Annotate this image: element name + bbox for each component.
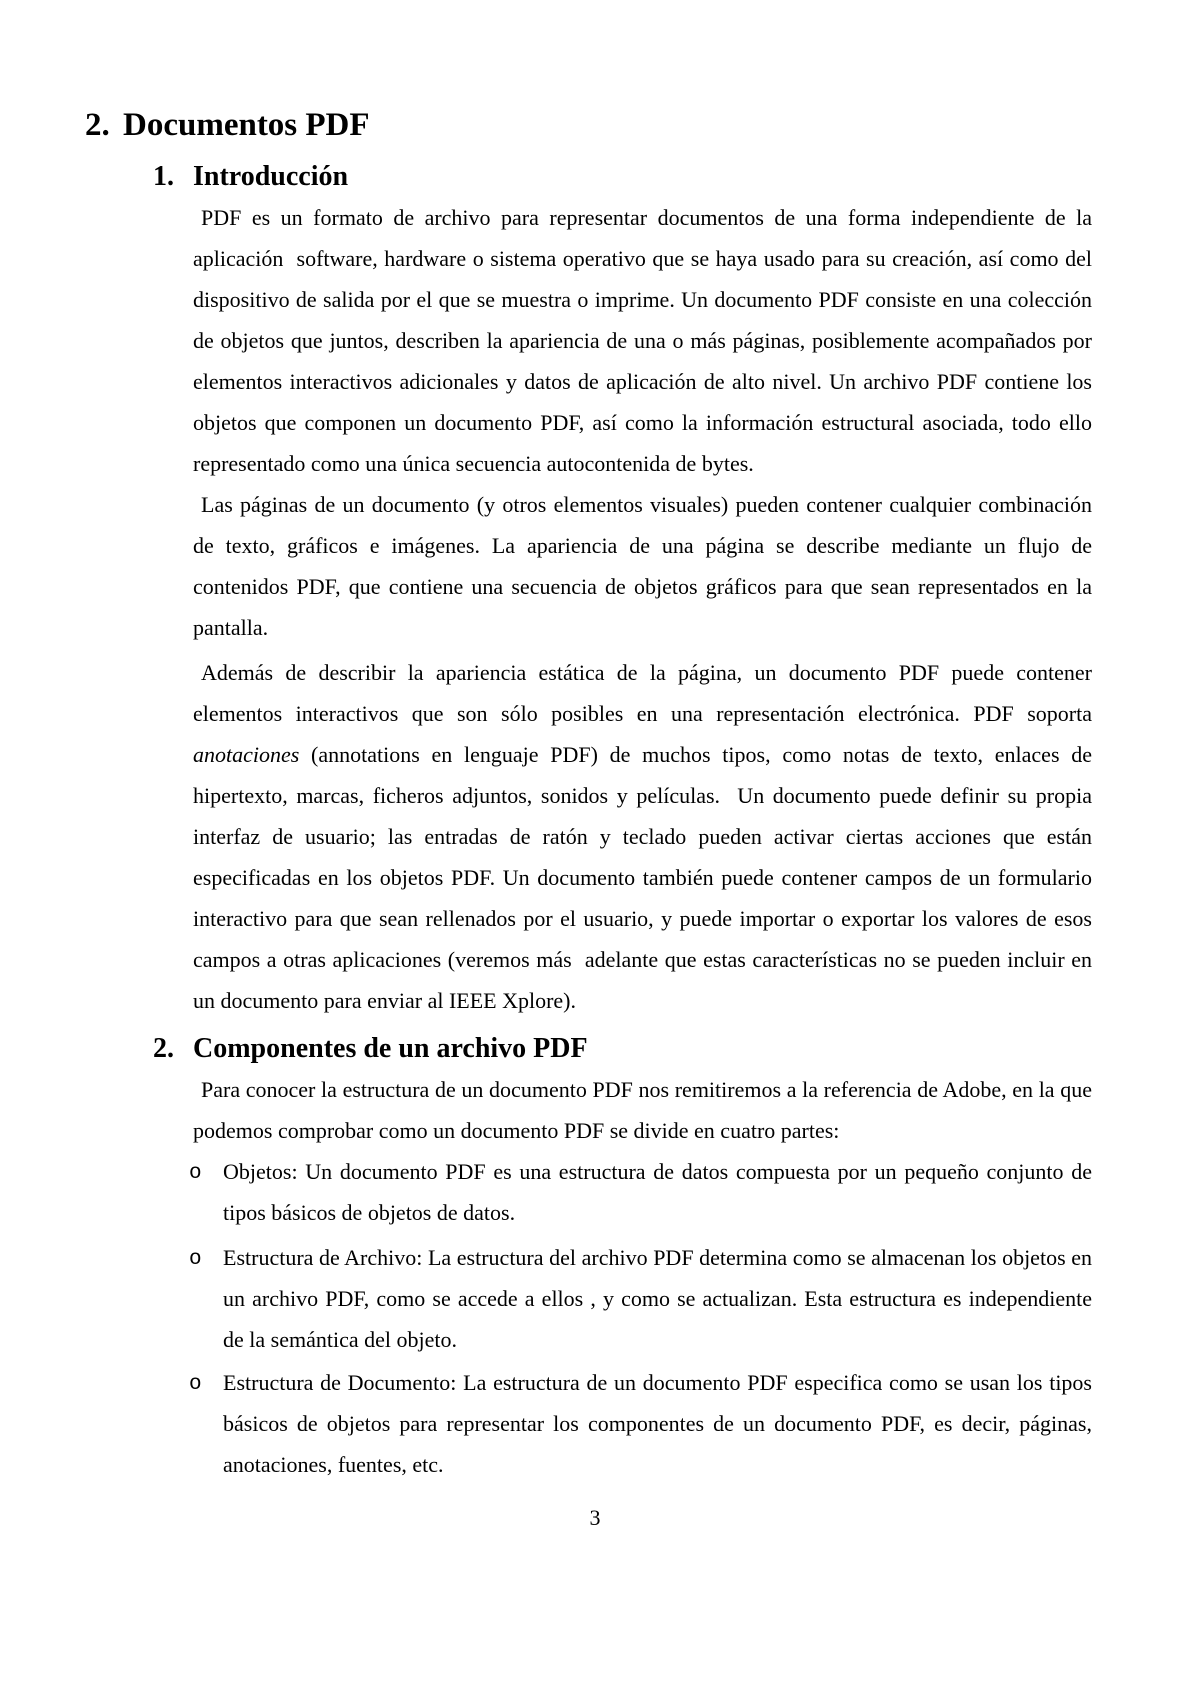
section-heading-introduccion [0, 156, 1190, 197]
list-item-estructura-documento-text: Estructura de Documento: La estructura de un documento PDF especifica como se usan los tipos básicos de objetos para representar los componentes de un documento PDF, es decir, páginas, anotaciones, fuentes, etc. [223, 1370, 1092, 1477]
paragraph-paginas-documento: Las páginas de un documento (y otros elementos visuales) pueden contener cualquier combinación de texto, gráficos e imágenes. La apariencia de una página se describe mediante un flujo de contenidos PDF, que contiene una secuencia de objetos gráficos para que sean representados en la pantalla. [193, 492, 1092, 640]
doc-title [0, 107, 1190, 143]
section-heading-componentes [0, 1028, 1190, 1069]
paragraph-ademas-interactivos: Además de describir la apariencia estática de la página, un documento PDF puede contener elementos interactivos que son sólo posibles en una representación electrónica. PDF soporta anotaciones (annotations en lenguaje PDF) de muchos tipos, como notas de texto, enlaces de hipertexto, marcas, ficheros adjuntos, sonidos y películas. Un documento puede definir su propia interfaz de usuario; las entradas de ratón y teclado pueden activar ciertas acciones que están especificadas en los objetos PDF. Un documento también puede contener campos de un formulario interactivo para que sean rellenados por el usuario, y puede importar o exportar los valores de esos campos a otras aplicaciones (veremos más adelante que estas características no se pueden incluir en un documento para enviar al IEEE Xplore). [193, 660, 1092, 1013]
bullet-marker-icon: o [189, 1162, 202, 1185]
section-2-number: 2. [153, 1033, 174, 1064]
doc-title-number: 2. [85, 107, 110, 143]
list-item-objetos-text: Objetos: Un documento PDF es una estructura de datos compuesta por un pequeño conjunto de tipos básicos de objetos de datos. [223, 1159, 1092, 1225]
section-1-heading-text: Introducción [193, 161, 349, 192]
doc-title-text: Documentos PDF [123, 107, 370, 143]
section-2-heading-text: Componentes de un archivo PDF [193, 1033, 588, 1064]
bullet-marker-icon: o [189, 1373, 202, 1396]
paragraph-para-conocer: Para conocer la estructura de un documento PDF nos remitiremos a la referencia de Adobe, en la que podemos comprobar como un documento PDF se divide en cuatro partes: [193, 1077, 1092, 1143]
list-item-objetos [189, 1151, 1092, 1233]
bullet-marker-icon: o [189, 1248, 202, 1271]
section-1-number: 1. [153, 161, 174, 192]
paragraph-pdf-formato: PDF es un formato de archivo para representar documentos de una forma independiente de la aplicación software, hardware o sistema operativo que se haya usado para su creación, así como del dispositivo de salida por el que se muestra o imprime. Un documento PDF consiste en una colección de objetos que juntos, describen la apariencia de una o más páginas, posiblemente acompañados por elementos interactivos adicionales y datos de aplicación de alto nivel. Un archivo PDF contiene los objetos que componen un documento PDF, así como la información estructural asociada, todo ello representado como una única secuencia autocontenida de bytes. [193, 205, 1092, 476]
list-item-estructura-documento [189, 1362, 1092, 1485]
list-item-estructura-archivo [189, 1237, 1092, 1360]
page-number: 3 [589, 1505, 601, 1530]
list-item-estructura-archivo-text: Estructura de Archivo: La estructura del archivo PDF determina como se almacenan los objetos en un archivo PDF, como se accede a ellos , y como se actualizan. Esta estructura es independiente de la semántica del objeto. [223, 1245, 1092, 1352]
